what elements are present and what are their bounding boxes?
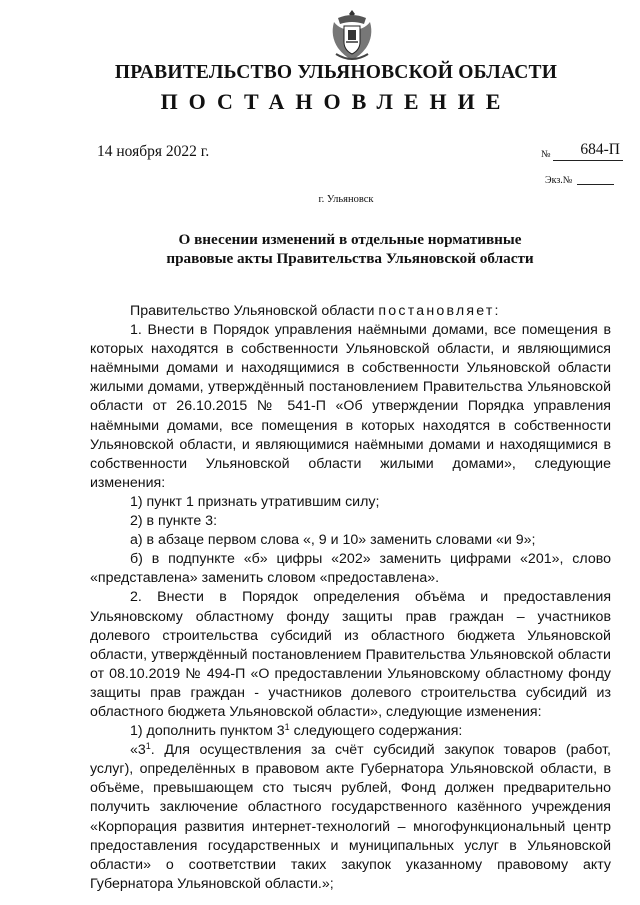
document-body — [90, 302, 611, 894]
p2-item-lead: 1) дополнить пунктом 3 — [130, 723, 285, 740]
coat-of-arms-icon — [330, 8, 374, 64]
number-underline — [553, 160, 623, 161]
subject-line-1: О внесении изменений в отдельные нормативные — [178, 231, 522, 248]
paragraph-2-quote — [90, 741, 611, 894]
intro-decree: постановляет: — [378, 303, 501, 319]
document-subject — [120, 230, 580, 268]
paragraph-2-item-1 — [90, 722, 611, 741]
quote-lead: «3 — [130, 742, 146, 759]
paragraph-1-item-2a: а) в абзаце первом слова «, 9 и 10» заменить словами «и 9»; — [130, 532, 536, 549]
document-date: 14 ноября 2022 г. — [97, 143, 210, 160]
paragraph-1-item-1: 1) пункт 1 признать утратившим силу; — [130, 493, 380, 510]
copy-number-label: Экз.№ — [545, 175, 573, 186]
paragraph-1: 1. Внести в Порядок управления наёмными домами, все помещения в которых находятся в собственности Ульяновской области, и являющимися наёмными домами и находящимися в собственности Ульяновской области жилыми домами, утверждённый постановлением Правительства Ульяновской области от 26.10.2015 № 541-П «Об утверждении Порядка управления наёмными домами, все помещения в которых находятся в собственности Ульяновской области, и являющимися наёмными домами и находящимися в собственности Ульяновской области жилыми домами», следующие изменения: — [90, 322, 611, 491]
organization-title: ПРАВИТЕЛЬСТВО УЛЬЯНОВСКОЙ ОБЛАСТИ — [114, 62, 558, 83]
intro-paragraph — [90, 302, 611, 321]
document-type: ПОСТАНОВЛЕНИЕ — [160, 89, 512, 114]
p2-item-sup: 1 — [284, 722, 290, 733]
city: г. Ульяновск — [318, 194, 374, 205]
quote-tail: . Для осуществления за счёт субсидий закупок товаров (работ, услуг), определённых в правовом акте Губернатора Ульяновской области, в объёме, превышающем сто тысяч рублей, Фонд должен предварительно получить заключение областного государственного казённого учреждения «Корпорация развития интернет-технологий – многофункциональный центр предоставления государственных и муниципальных услуг в Ульяновской области» о соответствии таких закупок указанному правовому акту Губернатора Ульяновской области.»; — [90, 742, 611, 892]
paragraph-1-item-2: 2) в пункте 3: — [130, 513, 218, 530]
paragraph-1-item-2b: б) в подпункте «б» цифры «202» заменить цифрами «201», слово «представлена» заменить словом «предоставлена». — [90, 551, 611, 587]
subject-line-2: правовые акты Правительства Ульяновской области — [166, 250, 534, 267]
intro-lead: Правительство Ульяновской области — [130, 303, 379, 319]
paragraph-2: 2. Внести в Порядок определения объёма и предоставления Ульяновскому областному фонду защиты прав граждан – участников долевого строительства субсидий из областного бюджета Ульяновской области, утверждённый постановлением Правительства Ульяновской области от 08.10.2019 № 494-П «О предоставлении Ульяновскому областному фонду защиты прав граждан - участников долевого строительства субсидий из областного бюджета Ульяновской области», следующие изменения: — [90, 589, 611, 720]
number-label: № — [541, 149, 551, 160]
p2-item-tail: следующего содержания: — [289, 723, 463, 740]
quote-sup: 1 — [145, 741, 151, 752]
copy-number-underline — [577, 184, 614, 185]
document-number: 684-П — [580, 141, 620, 158]
